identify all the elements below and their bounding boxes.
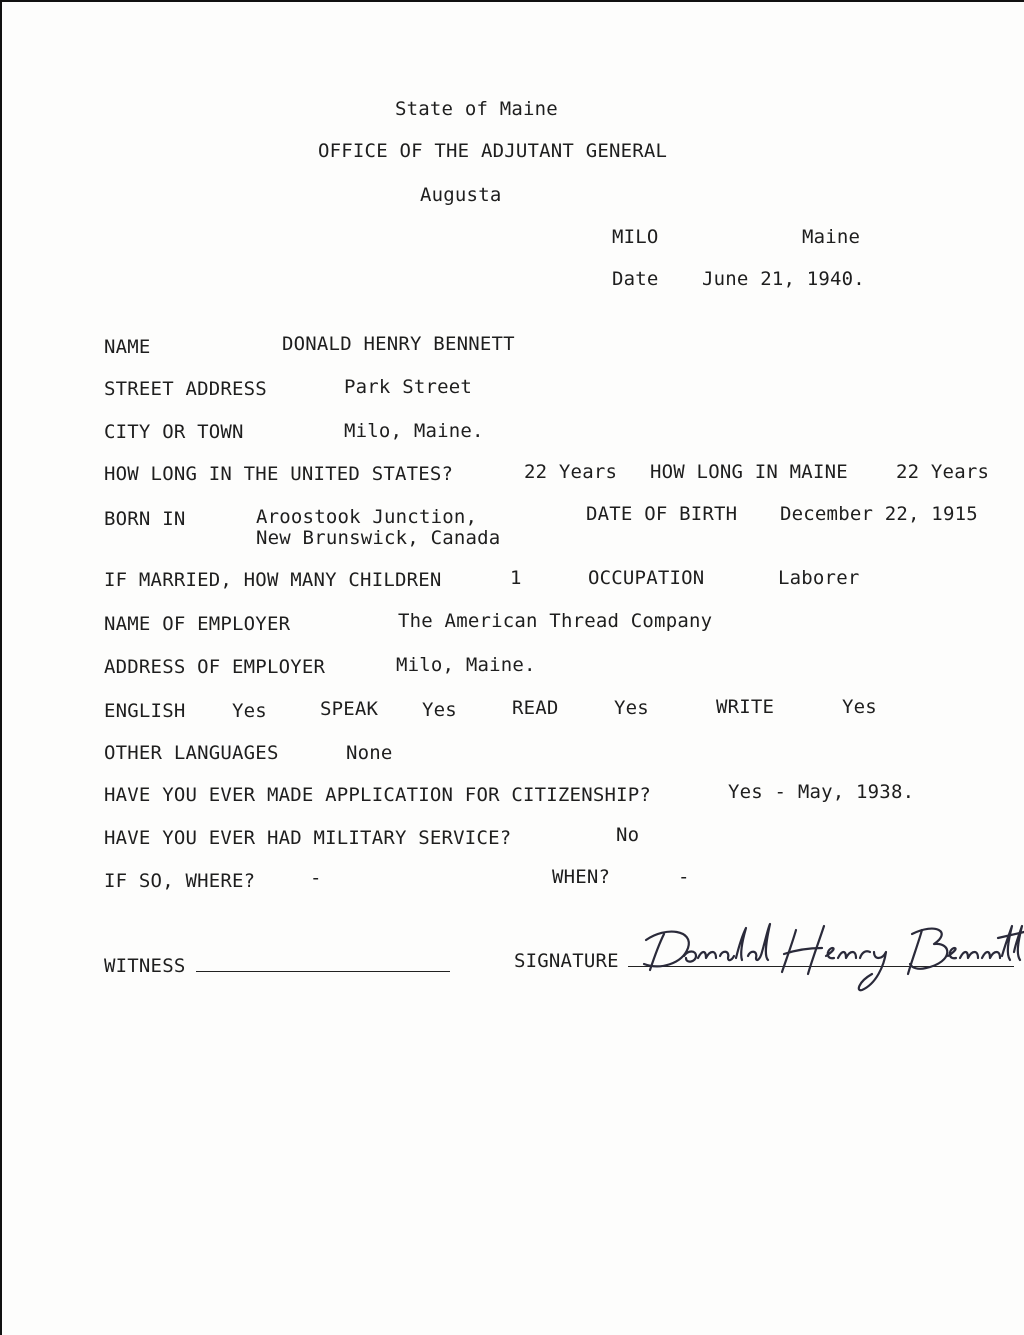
city-label: CITY OR TOWN bbox=[104, 421, 244, 443]
employer-label: NAME OF EMPLOYER bbox=[104, 613, 291, 635]
how-long-us-label: HOW LONG IN THE UNITED STATES? bbox=[104, 463, 454, 485]
date-label: Date bbox=[612, 268, 659, 290]
occupation-label: OCCUPATION bbox=[588, 567, 705, 589]
speak-value: Yes bbox=[422, 699, 457, 721]
city-value: Milo, Maine. bbox=[344, 420, 484, 442]
name-label: NAME bbox=[104, 336, 151, 358]
header-city: Augusta bbox=[420, 184, 502, 206]
how-long-maine-value: 22 Years bbox=[896, 461, 990, 483]
location-town: MILO bbox=[612, 226, 659, 248]
citizenship-value: Yes - May, 1938. bbox=[728, 781, 915, 803]
children-value: 1 bbox=[510, 567, 522, 589]
read-value: Yes bbox=[614, 697, 649, 719]
dob-value: December 22, 1915 bbox=[780, 503, 978, 525]
born-in-value-line2: New Brunswick, Canada bbox=[256, 527, 501, 549]
employer-address-value: Milo, Maine. bbox=[396, 654, 536, 676]
write-label: WRITE bbox=[716, 696, 775, 718]
other-languages-value: None bbox=[346, 742, 393, 764]
street-label: STREET ADDRESS bbox=[104, 378, 267, 400]
english-value: Yes bbox=[232, 700, 267, 722]
street-value: Park Street bbox=[344, 376, 473, 398]
military-label: HAVE YOU EVER HAD MILITARY SERVICE? bbox=[104, 827, 512, 849]
dob-label: DATE OF BIRTH bbox=[586, 503, 738, 525]
witness-label: WITNESS bbox=[104, 955, 186, 977]
children-label: IF MARRIED, HOW MANY CHILDREN bbox=[104, 569, 442, 591]
where-label: IF SO, WHERE? bbox=[104, 870, 256, 892]
speak-label: SPEAK bbox=[320, 698, 379, 720]
other-languages-label: OTHER LANGUAGES bbox=[104, 742, 279, 764]
how-long-maine-label: HOW LONG IN MAINE bbox=[650, 461, 848, 483]
citizenship-label: HAVE YOU EVER MADE APPLICATION FOR CITIZENSHIP? bbox=[104, 784, 652, 806]
handwritten-signature bbox=[636, 912, 1024, 992]
name-value: DONALD HENRY BENNETT bbox=[282, 333, 515, 355]
header-state: State of Maine bbox=[395, 98, 558, 120]
page-edge bbox=[0, 0, 1024, 2]
occupation-value: Laborer bbox=[778, 567, 860, 589]
where-value: - bbox=[310, 867, 322, 889]
when-label: WHEN? bbox=[552, 866, 611, 888]
employer-address-label: ADDRESS OF EMPLOYER bbox=[104, 656, 326, 678]
born-in-label: BORN IN bbox=[104, 508, 186, 530]
location-state: Maine bbox=[802, 226, 861, 248]
witness-line bbox=[196, 971, 450, 972]
when-value: - bbox=[678, 866, 690, 888]
born-in-value-line1: Aroostook Junction, bbox=[256, 506, 478, 528]
employer-value: The American Thread Company bbox=[398, 610, 713, 632]
how-long-us-value: 22 Years bbox=[524, 461, 618, 483]
date-value: June 21, 1940. bbox=[702, 268, 865, 290]
military-value: No bbox=[616, 824, 640, 846]
read-label: READ bbox=[512, 697, 559, 719]
page-edge bbox=[0, 0, 2, 1335]
english-label: ENGLISH bbox=[104, 700, 186, 722]
header-office: OFFICE OF THE ADJUTANT GENERAL bbox=[318, 140, 668, 162]
signature-label: SIGNATURE bbox=[514, 950, 619, 972]
write-value: Yes bbox=[842, 696, 877, 718]
